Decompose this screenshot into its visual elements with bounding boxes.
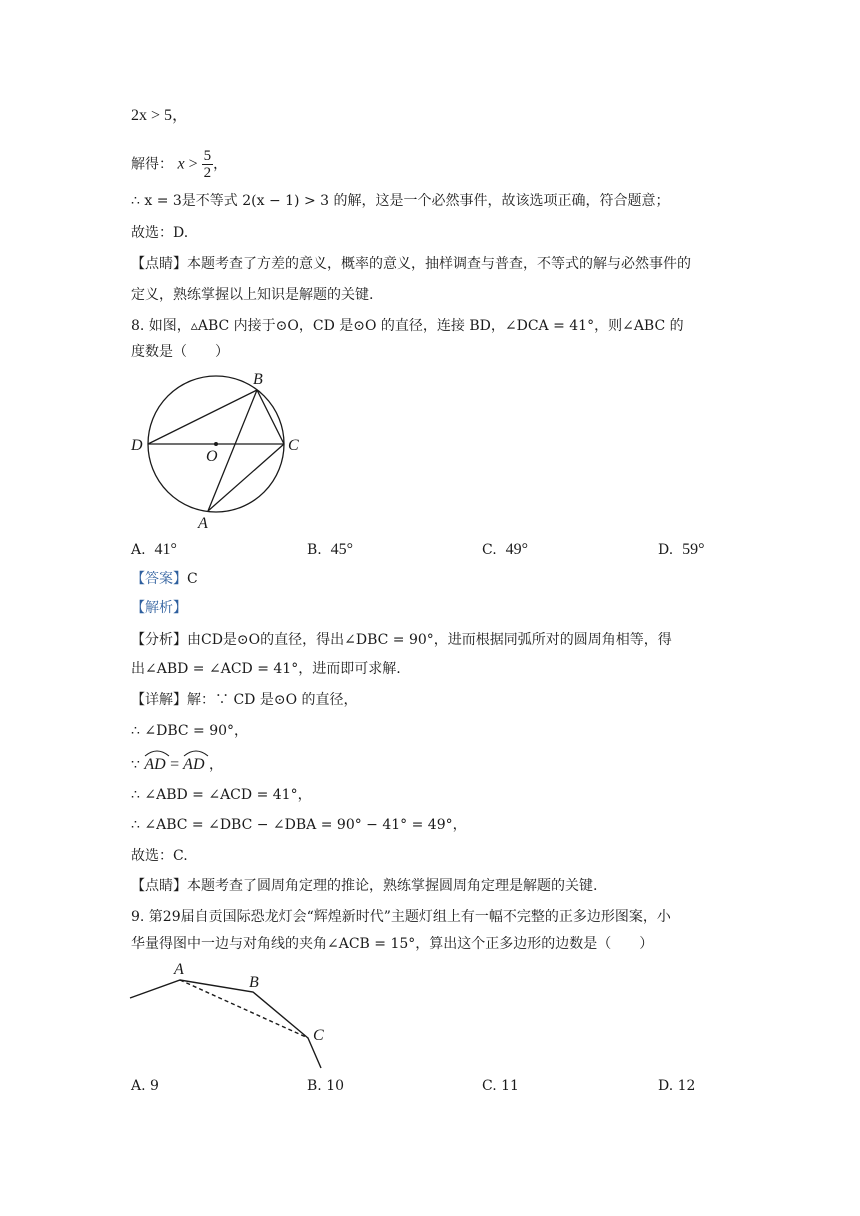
q8-note: 【点睛】本题考查了圆周角定理的推论，熟练掌握圆周角定理是解题的关键. bbox=[131, 878, 598, 894]
q8-circle-figure bbox=[128, 366, 308, 536]
q9-stem-1: 9. 第29届自贡国际恐龙灯会“辉煌新时代”主题灯组上有一幅不完整的正多边形图案，小 bbox=[131, 909, 671, 925]
fraction-denominator: 2 bbox=[203, 165, 212, 181]
line-choice-d: 故选：D. bbox=[131, 225, 189, 241]
label-b: B bbox=[249, 974, 259, 991]
q8-option-c[interactable]: C. 49° bbox=[482, 541, 528, 558]
q9-polygon-figure bbox=[128, 958, 338, 1073]
q8-answer bbox=[131, 569, 198, 589]
q8-option-d[interactable]: D. 59° bbox=[658, 541, 705, 558]
line-inequality: 2x > 5， bbox=[131, 107, 189, 124]
q9-option-a[interactable]: A. 9 bbox=[131, 1078, 159, 1094]
label-o: O bbox=[206, 448, 218, 465]
arc-ad-1: AD bbox=[144, 755, 165, 775]
q8-step-4: ∴ ∠ABC = ∠DBC − ∠DBA = 90° − 41° = 49°， bbox=[131, 817, 467, 833]
line-solution: 解得： x > $\frac{5}{2}$ ， bbox=[131, 148, 228, 181]
q8-stem-1: 8. 如图，▵ABC 内接于⊙O，CD 是⊙O 的直径，连接 BD，∠DCA = 41°，则∠ABC 的 bbox=[131, 318, 684, 334]
q8-option-a[interactable]: A. 41° bbox=[131, 541, 177, 558]
q9-option-d[interactable]: D. 12 bbox=[658, 1078, 696, 1094]
line-conclusion: ∴ x = 3是不等式 2(x − 1) > 3 的解，这是一个必然事件，故该选项正确，符合题意； bbox=[131, 193, 670, 209]
label-d: D bbox=[131, 437, 143, 454]
q8-xiangjie: 【详解】解：∵ CD 是⊙O 的直径， bbox=[131, 692, 358, 708]
q9-stem-2: 华量得图中一边与对角线的夹角∠ACB = 15°，算出这个正多边形的边数是（ ） bbox=[131, 936, 654, 952]
note-line-1: 【点睛】本题考查了方差的意义，概率的意义，抽样调查与普查，不等式的解与必然事件的 bbox=[131, 256, 691, 272]
note-line-2: 定义，熟练掌握以上知识是解题的关键. bbox=[131, 287, 374, 303]
fraction-numerator: 5 bbox=[203, 148, 212, 164]
q9-option-b[interactable]: B. 10 bbox=[307, 1078, 345, 1094]
q9-option-c[interactable]: C. 11 bbox=[482, 1078, 519, 1094]
q8-stem-2: 度数是（ ） bbox=[131, 344, 229, 360]
q8-option-b[interactable]: B. 45° bbox=[307, 541, 354, 558]
q8-step-1: ∴ ∠DBC = 90°， bbox=[131, 723, 249, 739]
q8-step-5: 故选：C. bbox=[131, 848, 188, 864]
q8-analysis-tag: 【解析】 bbox=[131, 600, 187, 616]
label-a: A bbox=[174, 961, 184, 978]
q8-fenxi-2: 出∠ABD = ∠ACD = 41°，进而即可求解. bbox=[131, 661, 401, 677]
answer-value: C bbox=[187, 571, 198, 587]
answer-tag: 【答案】 bbox=[131, 571, 187, 587]
solution-label: 解得： bbox=[131, 156, 173, 173]
label-c: C bbox=[288, 437, 299, 454]
label-c: C bbox=[313, 1027, 324, 1044]
q8-step-3: ∴ ∠ABD = ∠ACD = 41°， bbox=[131, 787, 312, 803]
label-b: B bbox=[253, 371, 263, 388]
q8-fenxi-1: 【分析】由CD是⊙O的直径，得出∠DBC = 90°，进而根据同弧所对的圆周角相等，得 bbox=[131, 632, 672, 648]
q8-step-2: ∵ AD = AD ， bbox=[131, 755, 223, 775]
arc-ad-2: AD bbox=[183, 755, 204, 775]
fraction bbox=[202, 148, 214, 181]
label-a: A bbox=[198, 515, 208, 532]
